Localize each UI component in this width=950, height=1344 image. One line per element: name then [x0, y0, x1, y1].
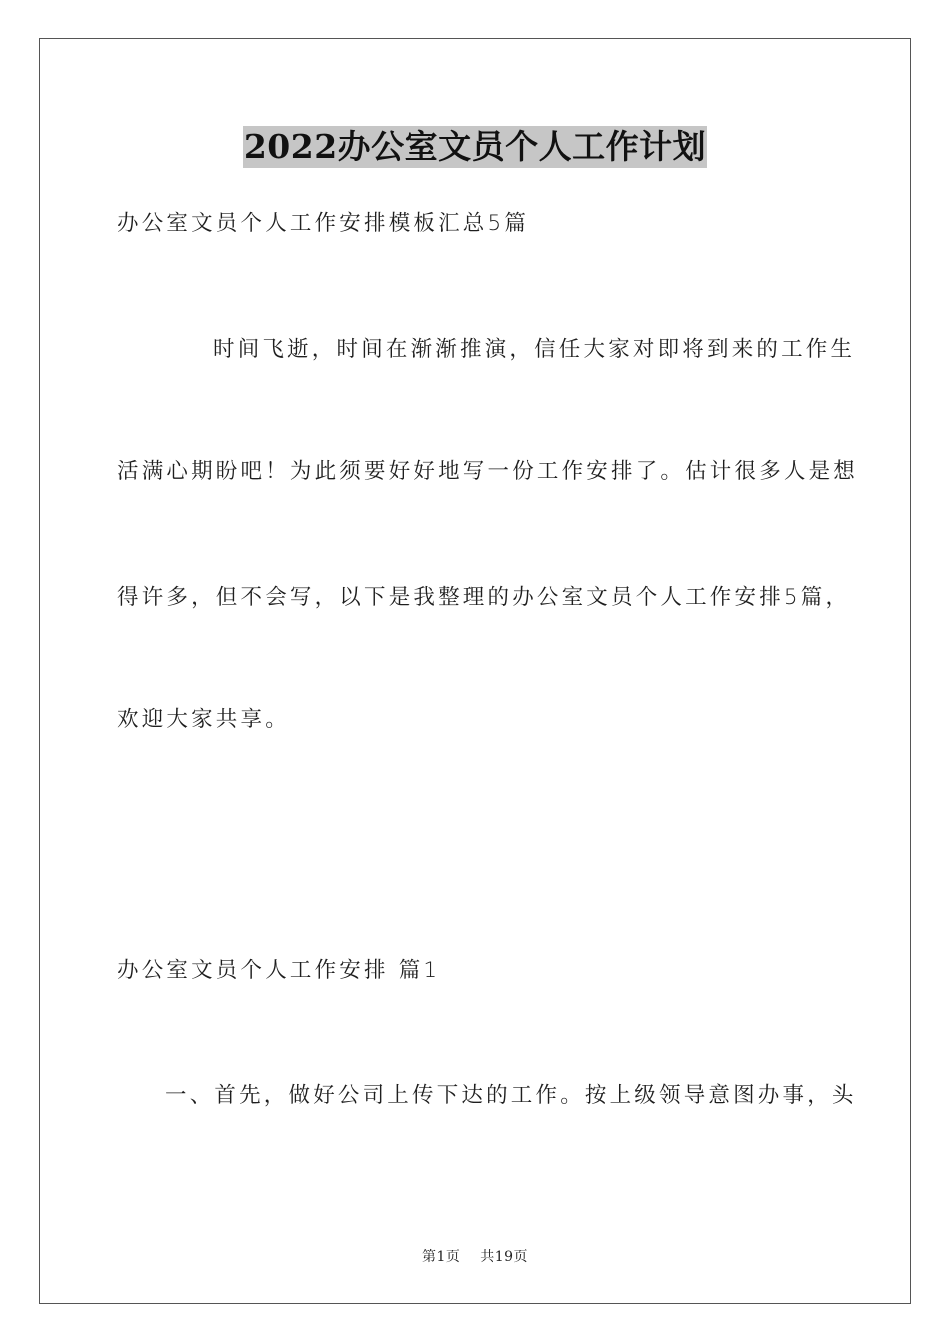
document-title: 2022办公室文员个人工作计划 [243, 127, 707, 166]
footer-total-pages: 共19页 [480, 1249, 529, 1265]
document-subtitle: 办公室文员个人工作安排模板汇总5篇 [117, 211, 530, 236]
section-heading: 办公室文员个人工作安排 篇1 [117, 958, 441, 983]
intro-line-2: 活满心期盼吧！为此须要好好地写一份工作安排了。估计很多人是想 [117, 459, 859, 484]
intro-line-4: 欢迎大家共享。 [117, 707, 290, 732]
footer-page-number: 第1页 [421, 1249, 461, 1265]
intro-line-3: 得许多，但不会写，以下是我整理的办公室文员个人工作安排5篇， [117, 585, 851, 610]
intro-line-1: 时间飞逝，时间在渐渐推演，信任大家对即将到来的工作生 [213, 337, 856, 362]
document-title-wrap [0, 126, 950, 168]
section-line-1: 一、首先，做好公司上传下达的工作。按上级领导意图办事，头 [165, 1083, 857, 1108]
page-footer [0, 1247, 950, 1267]
